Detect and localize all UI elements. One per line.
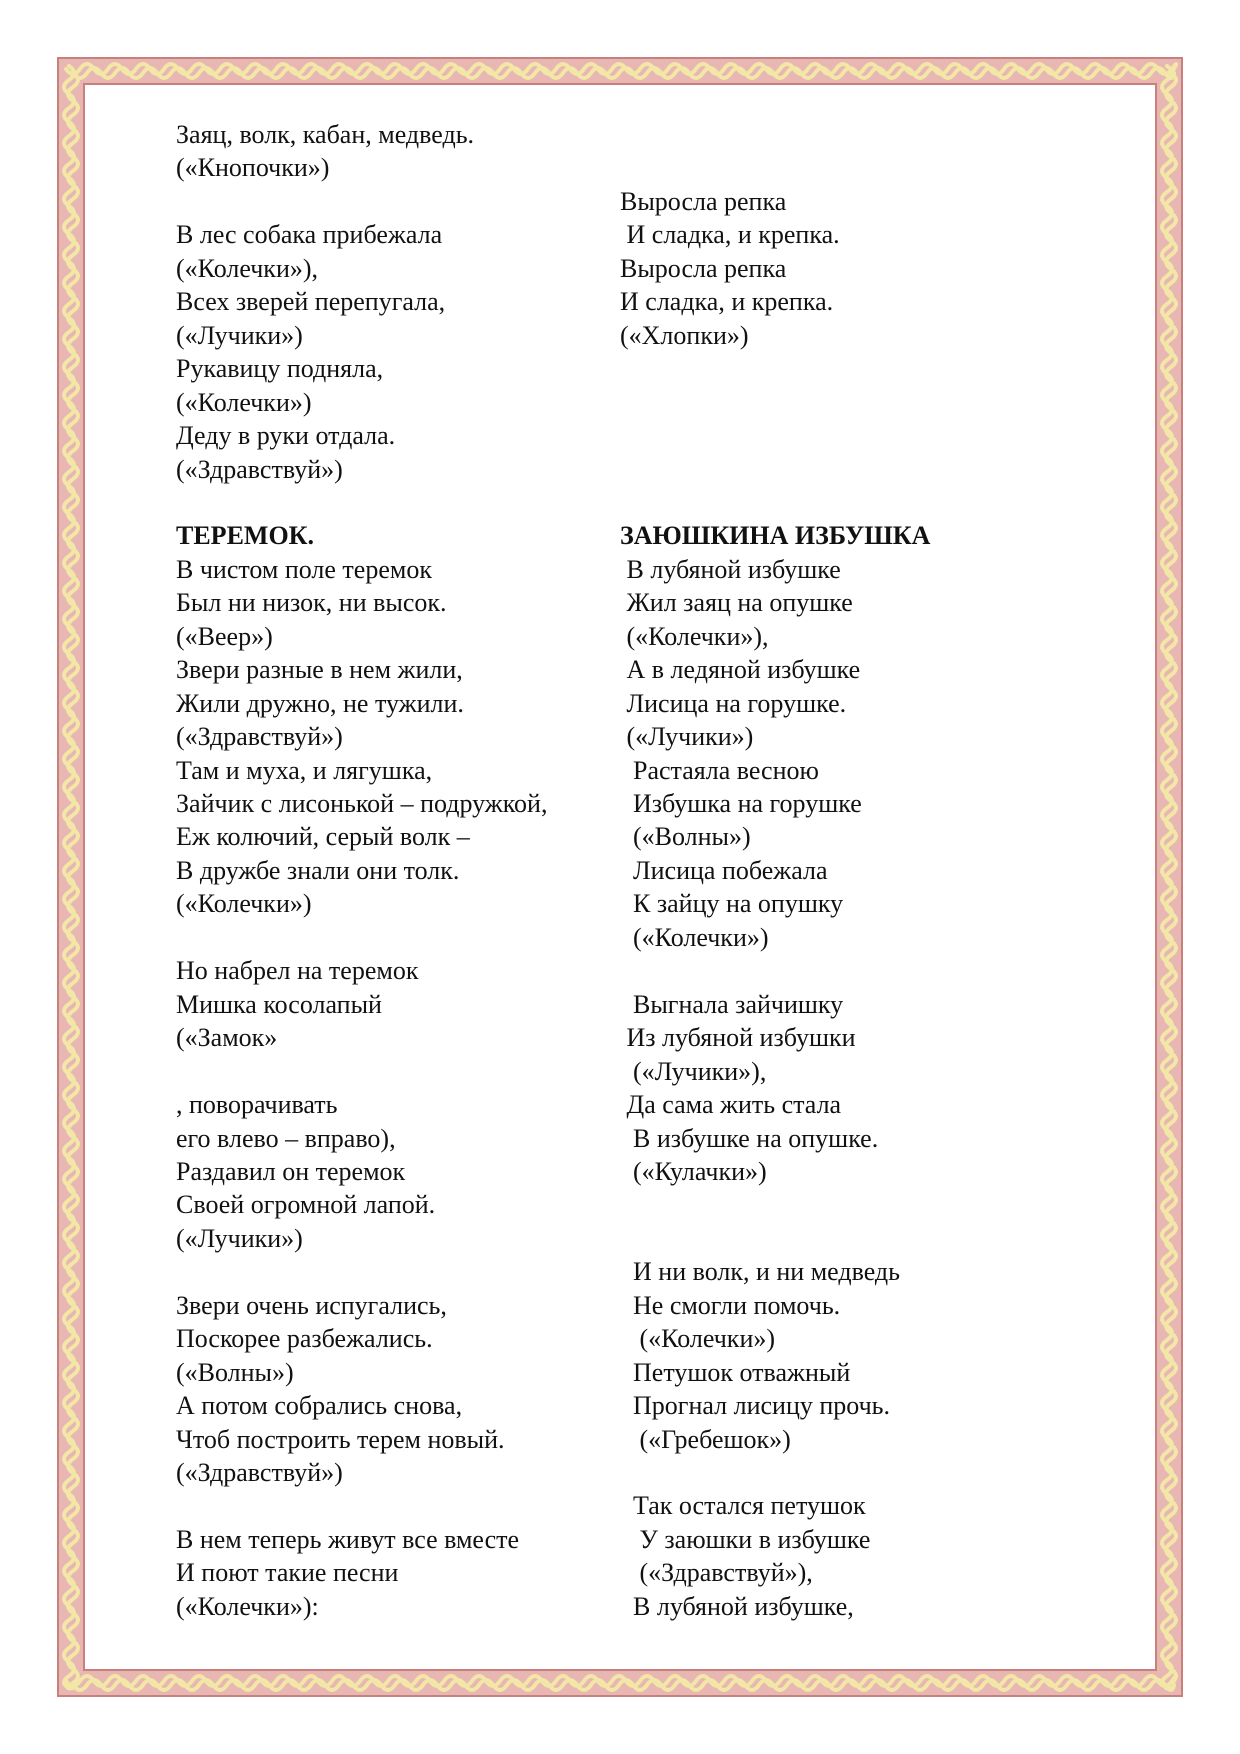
text-line: Лисица побежала — [620, 855, 828, 885]
text-line: Жил заяц на опушке — [620, 588, 853, 618]
text-line: («Хлопки») — [620, 320, 749, 350]
text-line: («Колечки»), — [176, 253, 319, 283]
text-line: Звери разные в нем жили, — [176, 655, 463, 685]
text-line: Не смогли помочь. — [620, 1290, 841, 1320]
text-line: Был ни низок, ни высок. — [176, 588, 447, 618]
text-line: Выгнала зайчишку — [620, 989, 844, 1019]
section-title: ЗАЮШКИНА ИЗБУШКА — [620, 521, 931, 551]
text-line: Там и муха, и лягушка, — [176, 755, 433, 785]
text-line: («Волны») — [620, 822, 751, 852]
text-line: А в ледяной избушке — [620, 655, 861, 685]
text-line: В лубяной избушке, — [620, 1591, 854, 1621]
text-line: («Здравствуй»), — [620, 1558, 813, 1588]
text-line: И сладка, и крепка. — [620, 220, 840, 250]
text-line: («Колечки») — [620, 922, 769, 952]
text-line: Еж колючий, серый волк – — [176, 822, 470, 852]
text-line: («Лучики») — [176, 1223, 303, 1253]
text-line: Зайчик с лисонькой – подружкой, — [176, 789, 548, 818]
text-line: Да сама жить стала — [620, 1090, 842, 1120]
text-line: («Лучики») — [620, 722, 754, 752]
text-line: («Замок» — [176, 1023, 278, 1053]
text-line: («Кулачки») — [620, 1156, 767, 1186]
text-line: Лисица на горушке. — [620, 688, 847, 718]
text-line: («Колечки») — [176, 387, 312, 417]
text-line: Звери очень испугались, — [176, 1290, 447, 1320]
text-line: У заюшки в избушке — [620, 1524, 871, 1554]
text-line: К зайцу на опушку — [620, 889, 844, 919]
text-line: («Здравствуй») — [176, 1458, 343, 1487]
text-line: А потом собрались снова, — [176, 1391, 463, 1421]
text-line: («Гребешок») — [620, 1424, 791, 1454]
text-line: («Лучики») — [176, 320, 303, 350]
text-line: («Кнопочки») — [176, 153, 330, 183]
text-line: Деду в руки отдала. — [176, 421, 396, 451]
text-line: Всех зверей перепугала, — [176, 287, 446, 317]
text-line: Чтоб построить терем новый. — [176, 1424, 505, 1454]
text-line: («Колечки»): — [176, 1591, 319, 1621]
text-line: Мишка косолапый — [176, 989, 382, 1019]
text-line: В лубяной избушке — [620, 554, 841, 584]
text-line: Так остался петушок — [620, 1491, 866, 1521]
text-line: Прогнал лисицу прочь. — [620, 1391, 891, 1421]
text-line: Выросла репка — [620, 186, 787, 216]
text-line: Поскорее разбежались. — [176, 1324, 433, 1354]
text-line: И поют такие песни — [176, 1558, 399, 1588]
text-line: («Колечки») — [176, 889, 312, 919]
text-line: («Колечки») — [620, 1324, 776, 1354]
text-line: («Волны») — [176, 1357, 294, 1387]
text-line: И ни волк, и ни медведь — [620, 1257, 900, 1287]
text-line: его влево – вправо), — [176, 1123, 396, 1153]
text-line: Выросла репка — [620, 253, 787, 283]
text-line: («Здравствуй») — [176, 454, 343, 484]
text-line: Заяц, волк, кабан, медведь. — [176, 120, 475, 149]
text-line: Но набрел на теремок — [176, 956, 419, 986]
text-line: Рукавицу подняла, — [176, 354, 384, 384]
text-line: В чистом поле теремок — [176, 554, 432, 584]
text-line: , поворачивать — [176, 1090, 338, 1120]
text-line: Избушка на горушке — [620, 789, 862, 818]
text-line: Петушок отважный — [620, 1357, 851, 1387]
text-line: В избушке на опушке. — [620, 1123, 879, 1153]
text-line: Своей огромной лапой. — [176, 1190, 436, 1220]
text-line: И сладка, и крепка. — [620, 287, 834, 317]
text-line: («Колечки»), — [620, 621, 769, 651]
text-line: Раздавил он теремок — [176, 1156, 406, 1186]
text-line: («Веер») — [176, 621, 273, 651]
text-line: Растаяла весною — [620, 755, 819, 785]
text-line: В нем теперь живут все вместе — [176, 1524, 520, 1554]
text-line: В лес собака прибежала — [176, 220, 443, 250]
text-line: («Здравствуй») — [176, 722, 343, 752]
text-line: Из лубяной избушки — [620, 1023, 856, 1053]
text-line: Жили дружно, не тужили. — [176, 688, 464, 718]
section-title: ТЕРЕМОК. — [176, 521, 315, 551]
text-line: («Лучики»), — [620, 1056, 767, 1086]
text-line: В дружбе знали они толк. — [176, 855, 460, 885]
